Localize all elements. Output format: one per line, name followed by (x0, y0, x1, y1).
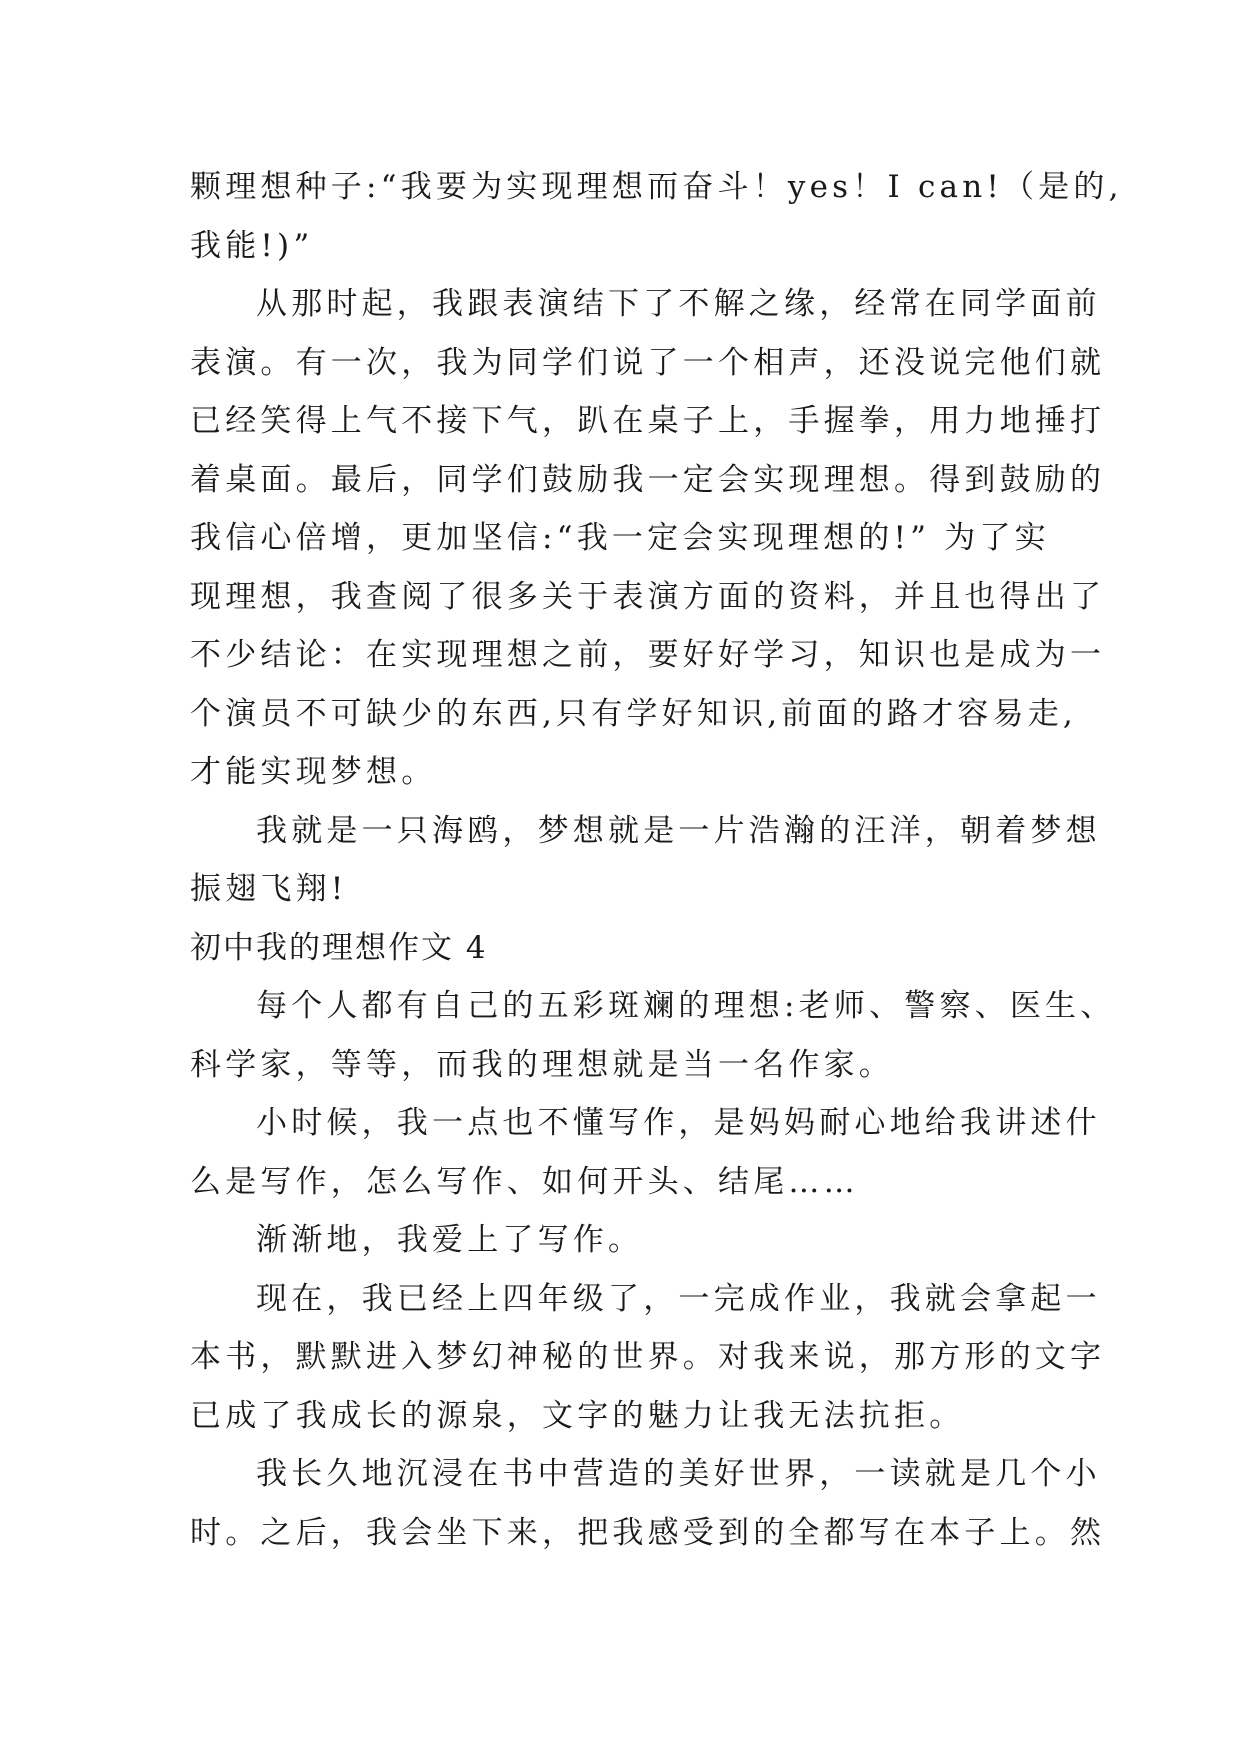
text-line: 振翅飞翔! (190, 871, 348, 907)
text-line: 不少结论：在实现理想之前，要好好学习，知识也是成为一 (190, 637, 1106, 673)
paragraph-start-line: 我就是一只海鸥，梦想就是一片浩瀚的汪洋，朝着梦想 (256, 812, 1101, 849)
paragraph-start-line: 渐渐地，我爱上了写作。 (256, 1222, 644, 1258)
text-line: 我信心倍增，更加坚信:“我一定会实现理想的!” 为了实 (190, 520, 1050, 556)
text-line: 个演员不可缺少的东西,只有学好知识,前面的路才容易走, (190, 695, 1077, 732)
text-line: 么是写作，怎么写作、如何开头、结尾…… (190, 1163, 859, 1200)
paragraph-start-line: 现在，我已经上四年级了，一完成作业，我就会拿起一 (256, 1280, 1101, 1317)
text-line: 已成了我成长的源泉，文字的魅力让我无法抗拒。 (190, 1397, 965, 1434)
paragraph-start-line: 从那时起，我跟表演结下了不解之缘，经常在同学面前 (256, 286, 1101, 322)
text-line: 着桌面。最后，同学们鼓励我一定会实现理想。得到鼓励的 (190, 461, 1106, 498)
paragraph-start-line: 我长久地沉浸在书中营造的美好世界，一读就是几个小 (256, 1456, 1101, 1492)
document-page (190, 158, 1123, 1562)
text-line: 时。之后，我会坐下来，把我感受到的全都写在本子上。然 (190, 1514, 1106, 1551)
paragraph-start-line: 小时候，我一点也不懂写作，是妈妈耐心地给我讲述什 (256, 1105, 1101, 1141)
section-heading: 初中我的理想作文 4 (190, 929, 488, 966)
text-line: 科学家，等等，而我的理想就是当一名作家。 (190, 1046, 894, 1083)
text-line: 才能实现梦想。 (190, 754, 437, 790)
text-line: 现理想，我查阅了很多关于表演方面的资料，并且也得出了 (190, 578, 1106, 615)
text-line: 颗理想种子:“我要为实现理想而奋斗！yes！I can!（是的, (190, 169, 1123, 205)
paragraph-start-line: 每个人都有自己的五彩斑斓的理想:老师、警察、医生、 (256, 988, 1116, 1024)
text-line: 已经笑得上气不接下气，趴在桌子上，手握拳，用力地捶打 (190, 403, 1106, 439)
text-line: 我能!)” (190, 227, 314, 264)
text-line: 本书，默默进入梦幻神秘的世界。对我来说，那方形的文字 (190, 1339, 1106, 1375)
text-line: 表演。有一次，我为同学们说了一个相声，还没说完他们就 (190, 344, 1106, 381)
